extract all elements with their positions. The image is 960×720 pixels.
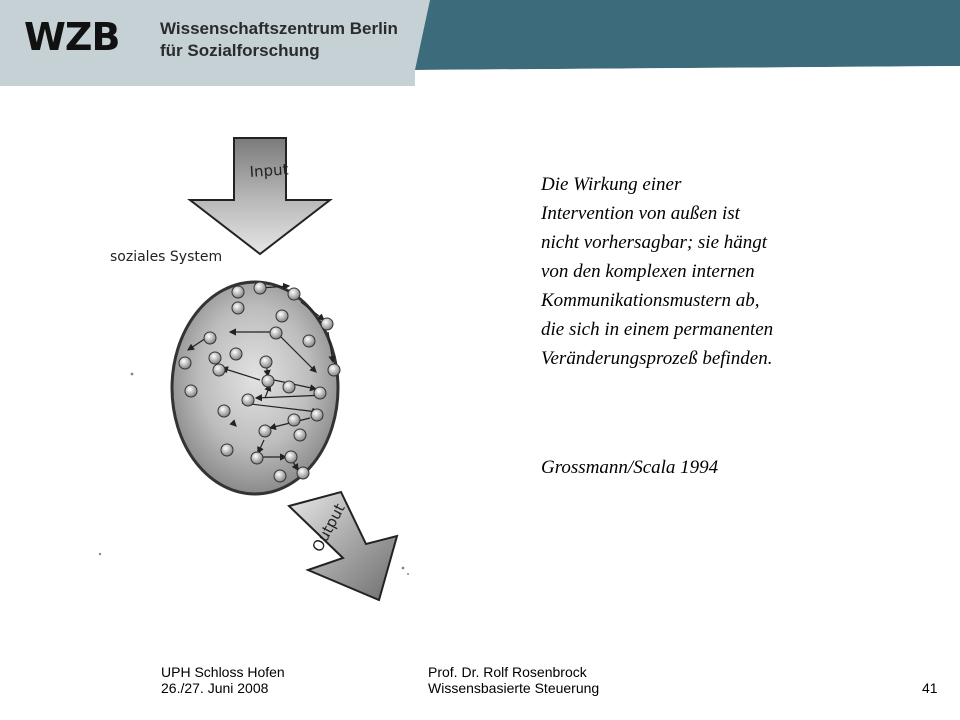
organization-name	[160, 18, 398, 62]
quote-line: Intervention von außen ist	[541, 203, 740, 224]
wzb-logo: WZB	[24, 15, 120, 59]
footer-topic: Wissensbasierte Steuerung	[428, 680, 600, 696]
footer-event-name: UPH Schloss Hofen	[161, 664, 285, 680]
social-system-diagram	[60, 100, 440, 640]
footer-author	[428, 664, 599, 696]
input-arrow	[190, 138, 330, 254]
page-number: 41	[922, 680, 938, 696]
footer-event	[161, 664, 285, 696]
footer-event-date: 26./27. Juni 2008	[161, 680, 269, 696]
quote-line: Kommunikationsmustern ab,	[541, 290, 760, 311]
quote-line: die sich in einem permanenten	[541, 319, 774, 340]
organization-name-line2: für Sozialforschung	[160, 41, 320, 60]
quote-text	[541, 170, 901, 373]
input-label: Input	[249, 160, 290, 181]
quote-line: von den komplexen internen	[541, 261, 755, 282]
output-label: Output	[308, 500, 349, 556]
output-arrow	[289, 492, 397, 600]
organization-name-line1: Wissenschaftszentrum Berlin	[160, 19, 398, 38]
header-background	[0, 0, 960, 86]
system-label: soziales System	[110, 249, 223, 265]
citation: Grossmann/Scala 1994	[541, 457, 719, 478]
header-bar	[0, 0, 960, 86]
quote-line: Veränderungsprozeß befinden.	[541, 348, 773, 369]
footer-author-name: Prof. Dr. Rolf Rosenbrock	[428, 664, 587, 680]
quote-line: Die Wirkung einer	[541, 174, 682, 195]
quote-line: nicht vorhersagbar; sie hängt	[541, 232, 768, 253]
